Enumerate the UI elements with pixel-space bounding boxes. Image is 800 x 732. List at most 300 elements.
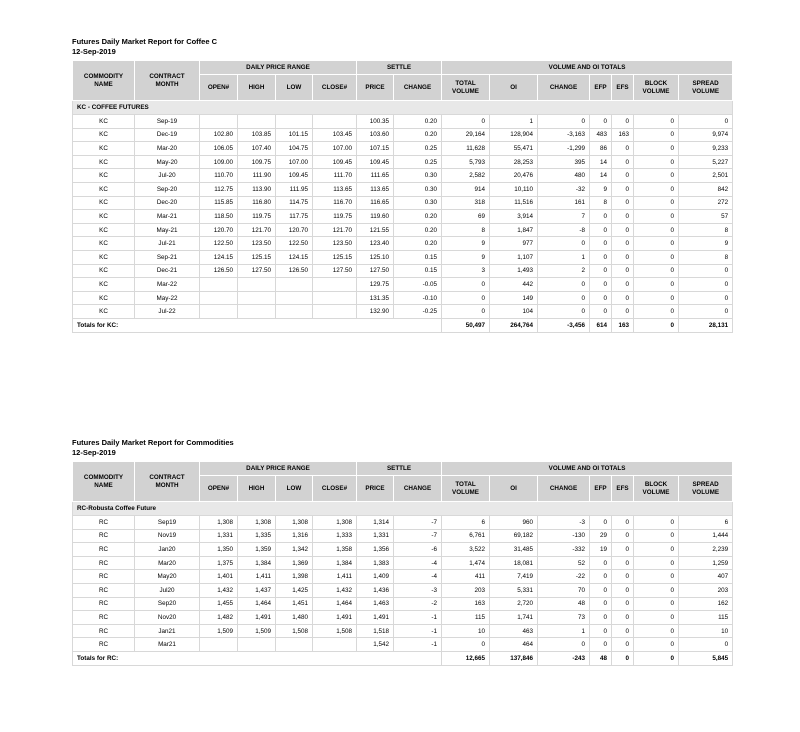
oi-change-cell: -32 [538,182,590,196]
contract-month-cell: Mar21 [135,638,200,652]
oi-cell: 18,081 [490,556,538,570]
efs-cell: 0 [612,516,634,530]
block-volume-cell: 0 [634,543,679,557]
total-volume-cell: 203 [442,583,490,597]
total-volume-cell: 2,582 [442,169,490,183]
efp-cell: 0 [590,570,612,584]
spread-volume-header: SPREAD VOLUME [679,75,733,101]
oi-cell: 1,847 [490,223,538,237]
spread-volume-cell: 5,227 [679,155,733,169]
efp-cell: 0 [590,611,612,625]
settle-change-cell: 0.30 [394,169,442,183]
total-volume-header: TOTAL VOLUME [442,75,490,101]
total-volume-cell: 9 [442,250,490,264]
efp-cell: 0 [590,264,612,278]
high-cell [238,638,276,652]
report-date: 12-Sep-2019 [72,447,116,457]
high-cell: 103.85 [238,128,276,142]
efs-cell: 0 [612,570,634,584]
settle-change-cell: 0.20 [394,237,442,251]
close-cell: 116.70 [313,196,357,210]
low-cell: 122.50 [276,237,313,251]
high-cell [238,278,276,292]
totals-oi: 137,846 [490,651,538,665]
contract-month-cell: Sep-20 [135,182,200,196]
totals-label: Totals for KC: [73,318,442,332]
commodity-cell: RC [73,556,135,570]
close-cell: 1,333 [313,529,357,543]
block-volume-cell: 0 [634,529,679,543]
contract-month-cell: Jan21 [135,624,200,638]
table-row [73,237,733,251]
spread-volume-cell: 9 [679,237,733,251]
settle-price-cell: 1,356 [357,543,394,557]
commodity-cell: KC [73,169,135,183]
oi-cell: 11,516 [490,196,538,210]
oi-cell: 10,110 [490,182,538,196]
total-volume-cell: 0 [442,638,490,652]
oi-change-cell: -3,163 [538,128,590,142]
daily-price-range-header: DAILY PRICE RANGE [200,61,357,75]
open-cell: 1,308 [200,516,238,530]
low-cell: 109.45 [276,169,313,183]
spread-volume-cell: 8 [679,223,733,237]
high-cell: 113.90 [238,182,276,196]
totals-efp: 48 [590,651,612,665]
spread-volume-cell: 203 [679,583,733,597]
commodity-name-header: COMMODITY NAME [73,61,135,101]
high-cell: 1,359 [238,543,276,557]
open-cell: 126.50 [200,264,238,278]
table-row [73,169,733,183]
contract-month-cell: Jul-20 [135,169,200,183]
volume-oi-totals-header: VOLUME AND OI TOTALS [442,462,733,476]
totals-total-volume: 50,497 [442,318,490,332]
total-volume-cell: 3 [442,264,490,278]
total-volume-cell: 8 [442,223,490,237]
efs-header: EFS [612,75,634,101]
low-cell: 1,342 [276,543,313,557]
spread-volume-header: SPREAD VOLUME [679,476,733,502]
settle-header: SETTLE [357,462,442,476]
totals-spread-volume: 5,845 [679,651,733,665]
oi-cell: 3,914 [490,210,538,224]
commodity-cell: RC [73,529,135,543]
commodity-cell: KC [73,182,135,196]
high-cell: 116.80 [238,196,276,210]
efs-cell: 0 [612,115,634,129]
oi-change-cell: -130 [538,529,590,543]
high-cell: 1,411 [238,570,276,584]
contract-month-cell: May-22 [135,291,200,305]
close-header: CLOSE# [313,75,357,101]
spread-volume-cell: 9,974 [679,128,733,142]
high-cell [238,115,276,129]
low-cell: 1,308 [276,516,313,530]
total-volume-cell: 5,793 [442,155,490,169]
settle-change-cell: -7 [394,516,442,530]
low-header: LOW [276,75,313,101]
block-volume-cell: 0 [634,583,679,597]
efs-cell: 0 [612,278,634,292]
oi-change-cell: 73 [538,611,590,625]
settle-price-cell: 119.60 [357,210,394,224]
contract-month-cell: May-21 [135,223,200,237]
settle-change-cell: -1 [394,611,442,625]
open-cell [200,291,238,305]
open-cell: 1,432 [200,583,238,597]
commodity-cell: KC [73,223,135,237]
settle-price-cell: 131.35 [357,291,394,305]
close-cell: 121.70 [313,223,357,237]
table-row [73,250,733,264]
total-volume-cell: 914 [442,182,490,196]
oi-change-cell: 0 [538,291,590,305]
table-row [73,223,733,237]
efp-cell: 0 [590,597,612,611]
contract-month-cell: Nov20 [135,611,200,625]
oi-change-cell: 0 [538,305,590,319]
table-row [73,556,733,570]
open-cell [200,638,238,652]
contract-month-cell: Mar20 [135,556,200,570]
totals-efs: 0 [612,651,634,665]
efs-cell: 0 [612,543,634,557]
table-row [73,516,733,530]
high-cell: 1,437 [238,583,276,597]
commodity-cell: KC [73,250,135,264]
close-cell: 1,432 [313,583,357,597]
table-row [73,543,733,557]
efp-cell: 0 [590,624,612,638]
oi-cell: 442 [490,278,538,292]
low-cell [276,291,313,305]
totals-block-volume: 0 [634,318,679,332]
block-volume-cell: 0 [634,223,679,237]
settle-price-cell: 111.65 [357,169,394,183]
efp-cell: 29 [590,529,612,543]
efs-cell: 0 [612,583,634,597]
report-title: Futures Daily Market Report for Commodities [72,438,234,447]
open-cell: 106.05 [200,142,238,156]
volume-oi-totals-header: VOLUME AND OI TOTALS [442,61,733,75]
contract-month-header: CONTRACT MONTH [135,462,200,502]
contract-month-cell: Sep20 [135,597,200,611]
contract-month-cell: Dec-21 [135,264,200,278]
oi-change-header: CHANGE [538,75,590,101]
oi-header: OI [490,75,538,101]
efs-cell: 0 [612,182,634,196]
commodity-cell: RC [73,638,135,652]
efp-cell: 14 [590,169,612,183]
daily-price-range-header: DAILY PRICE RANGE [200,462,357,476]
coffee-c-report [72,37,732,333]
block-volume-cell: 0 [634,624,679,638]
oi-cell: 463 [490,624,538,638]
efp-cell: 0 [590,516,612,530]
oi-change-header: CHANGE [538,476,590,502]
close-cell [313,638,357,652]
efp-cell: 483 [590,128,612,142]
efp-cell: 0 [590,638,612,652]
totals-oi-change: -3,456 [538,318,590,332]
close-cell: 125.15 [313,250,357,264]
high-header: HIGH [238,476,276,502]
efs-cell: 0 [612,556,634,570]
open-cell: 109.00 [200,155,238,169]
efs-cell: 163 [612,128,634,142]
oi-change-cell: 480 [538,169,590,183]
commodity-cell: RC [73,624,135,638]
block-volume-cell: 0 [634,169,679,183]
total-volume-cell: 9 [442,237,490,251]
spread-volume-cell: 1,444 [679,529,733,543]
block-volume-cell: 0 [634,196,679,210]
efp-header: EFP [590,75,612,101]
low-cell: 1,480 [276,611,313,625]
total-volume-cell: 6,761 [442,529,490,543]
oi-cell: 977 [490,237,538,251]
low-cell: 126.50 [276,264,313,278]
settle-change-cell: -4 [394,556,442,570]
totals-spread-volume: 28,131 [679,318,733,332]
group-row [73,101,733,115]
spread-volume-cell: 0 [679,291,733,305]
settle-change-cell: 0.20 [394,210,442,224]
settle-price-cell: 100.35 [357,115,394,129]
open-cell: 1,401 [200,570,238,584]
efp-cell: 19 [590,543,612,557]
efp-cell: 0 [590,237,612,251]
block-volume-cell: 0 [634,305,679,319]
table-row [73,638,733,652]
efp-cell: 0 [590,210,612,224]
settle-price-cell: 1,409 [357,570,394,584]
totals-oi: 264,764 [490,318,538,332]
open-cell: 122.50 [200,237,238,251]
low-header: LOW [276,476,313,502]
settle-price-cell: 107.15 [357,142,394,156]
commodity-cell: KC [73,237,135,251]
high-cell: 1,509 [238,624,276,638]
low-cell: 1,508 [276,624,313,638]
efp-cell: 0 [590,583,612,597]
total-volume-cell: 411 [442,570,490,584]
close-cell: 111.70 [313,169,357,183]
oi-cell: 7,419 [490,570,538,584]
oi-change-cell: 48 [538,597,590,611]
contract-month-cell: Sep-19 [135,115,200,129]
table-row [73,182,733,196]
low-cell: 117.75 [276,210,313,224]
low-cell: 1,425 [276,583,313,597]
totals-block-volume: 0 [634,651,679,665]
total-volume-cell: 163 [442,597,490,611]
settle-price-cell: 129.75 [357,278,394,292]
settle-change-cell: -7 [394,529,442,543]
oi-header: OI [490,476,538,502]
high-cell: 123.50 [238,237,276,251]
settle-price-cell: 1,491 [357,611,394,625]
oi-change-cell: 395 [538,155,590,169]
change-header: CHANGE [394,75,442,101]
close-cell: 123.50 [313,237,357,251]
low-cell: 1,369 [276,556,313,570]
contract-month-cell: May-20 [135,155,200,169]
commodity-cell: KC [73,142,135,156]
spread-volume-cell: 0 [679,305,733,319]
commodity-cell: RC [73,597,135,611]
close-cell: 1,411 [313,570,357,584]
contract-month-cell: Jul20 [135,583,200,597]
oi-change-cell: 1 [538,624,590,638]
report-title: Futures Daily Market Report for Coffee C [72,37,218,46]
table-row [73,142,733,156]
efs-cell: 0 [612,611,634,625]
low-cell: 1,451 [276,597,313,611]
table-row [73,529,733,543]
oi-change-cell: 0 [538,638,590,652]
efs-cell: 0 [612,264,634,278]
open-header: OPEN# [200,476,238,502]
close-cell [313,115,357,129]
spread-volume-cell: 2,239 [679,543,733,557]
high-cell: 107.40 [238,142,276,156]
table-row [73,155,733,169]
settle-price-cell: 1,542 [357,638,394,652]
spread-volume-cell: 115 [679,611,733,625]
settle-change-cell: 0.15 [394,264,442,278]
contract-month-cell: Nov19 [135,529,200,543]
block-volume-cell: 0 [634,250,679,264]
contract-month-header: CONTRACT MONTH [135,61,200,101]
oi-cell: 1,741 [490,611,538,625]
open-cell: 1,375 [200,556,238,570]
totals-efs: 163 [612,318,634,332]
oi-cell: 20,476 [490,169,538,183]
spread-volume-cell: 407 [679,570,733,584]
settle-change-cell: -1 [394,638,442,652]
spread-volume-cell: 2,501 [679,169,733,183]
table-row [73,210,733,224]
high-cell: 121.70 [238,223,276,237]
efp-cell: 0 [590,291,612,305]
block-volume-cell: 0 [634,155,679,169]
block-volume-cell: 0 [634,237,679,251]
table-row [73,264,733,278]
settle-price-cell: 132.90 [357,305,394,319]
commodity-cell: KC [73,278,135,292]
settle-change-cell: -0.10 [394,291,442,305]
report-table [72,461,733,666]
open-cell: 1,509 [200,624,238,638]
oi-change-cell: -8 [538,223,590,237]
totals-efp: 614 [590,318,612,332]
block-volume-cell: 0 [634,570,679,584]
contract-month-cell: Dec-19 [135,128,200,142]
commodity-name-header: COMMODITY NAME [73,462,135,502]
efp-cell: 14 [590,155,612,169]
commodity-cell: RC [73,516,135,530]
contract-month-cell: Sep-21 [135,250,200,264]
low-cell: 111.95 [276,182,313,196]
efs-cell: 0 [612,196,634,210]
spread-volume-cell: 162 [679,597,733,611]
settle-price-cell: 1,314 [357,516,394,530]
commodity-cell: KC [73,115,135,129]
efp-cell: 86 [590,142,612,156]
close-cell [313,278,357,292]
low-cell: 104.75 [276,142,313,156]
settle-change-cell: 0.25 [394,155,442,169]
high-cell: 125.15 [238,250,276,264]
oi-change-cell: -332 [538,543,590,557]
total-volume-cell: 10 [442,624,490,638]
efs-cell: 0 [612,155,634,169]
oi-change-cell: 52 [538,556,590,570]
efs-cell: 0 [612,597,634,611]
spread-volume-cell: 0 [679,115,733,129]
block-volume-cell: 0 [634,128,679,142]
spread-volume-cell: 10 [679,624,733,638]
settle-price-cell: 109.45 [357,155,394,169]
efs-cell: 0 [612,223,634,237]
low-cell: 1,398 [276,570,313,584]
close-cell: 1,508 [313,624,357,638]
data-rows [73,516,733,652]
contract-month-cell: Jul-22 [135,305,200,319]
oi-change-cell: 0 [538,278,590,292]
contract-month-cell: Jan20 [135,543,200,557]
commodity-cell: KC [73,305,135,319]
low-cell: 120.70 [276,223,313,237]
totals-oi-change: -243 [538,651,590,665]
oi-change-cell: -22 [538,570,590,584]
open-cell: 112.75 [200,182,238,196]
oi-change-cell: 0 [538,237,590,251]
contract-month-cell: Mar-21 [135,210,200,224]
efs-cell: 0 [612,237,634,251]
block-volume-cell: 0 [634,597,679,611]
close-cell: 107.00 [313,142,357,156]
total-volume-cell: 11,628 [442,142,490,156]
oi-cell: 28,253 [490,155,538,169]
contract-month-cell: Jul-21 [135,237,200,251]
commodities-report [72,438,732,666]
total-volume-cell: 318 [442,196,490,210]
close-cell [313,291,357,305]
block-volume-cell: 0 [634,556,679,570]
settle-change-cell: -0.05 [394,278,442,292]
spread-volume-cell: 9,233 [679,142,733,156]
report-date: 12-Sep-2019 [72,46,116,56]
commodity-cell: KC [73,264,135,278]
commodity-cell: KC [73,210,135,224]
oi-change-cell: 2 [538,264,590,278]
efs-cell: 0 [612,250,634,264]
spread-volume-cell: 0 [679,278,733,292]
commodity-cell: KC [73,128,135,142]
settle-price-cell: 123.40 [357,237,394,251]
table-row [73,278,733,292]
open-cell: 1,331 [200,529,238,543]
oi-change-cell: -1,299 [538,142,590,156]
table-row [73,115,733,129]
totals-row [73,651,733,665]
settle-change-cell: -0.25 [394,305,442,319]
efp-cell: 8 [590,196,612,210]
high-cell: 119.75 [238,210,276,224]
